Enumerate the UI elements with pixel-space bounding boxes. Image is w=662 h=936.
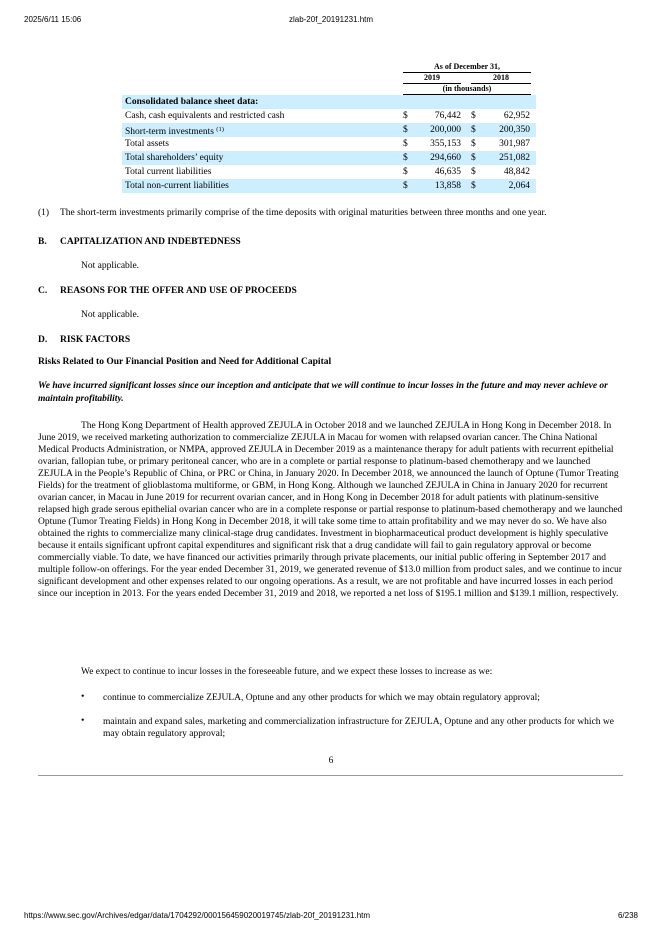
table-row	[122, 109, 536, 123]
expect-paragraph: We expect to continue to incur losses in the foreseeable future, and we expect these losses to increase as we:	[81, 667, 493, 677]
footnote-text: The short-term investments primarily comprise of the time deposits with original maturities between three months and one year.	[60, 208, 547, 218]
table-row	[122, 151, 536, 165]
bullet-marker: •	[81, 716, 85, 726]
balance-sheet-table	[122, 95, 536, 193]
row-label: Total assets	[125, 139, 169, 149]
value-2019: 13,858	[434, 181, 461, 191]
currency-symbol: $	[471, 181, 476, 191]
currency-symbol: $	[403, 111, 408, 121]
page-number: 6	[328, 756, 334, 766]
table-row	[122, 123, 536, 137]
row-label: Total current liabilities	[125, 167, 212, 177]
bullet-marker: •	[81, 692, 85, 702]
footnote-ref: (1)	[216, 126, 224, 133]
table-row	[122, 137, 536, 151]
row-label: Total non-current liabilities	[125, 181, 229, 191]
currency-symbol: $	[471, 125, 476, 135]
value-2018: 48,842	[503, 167, 530, 177]
table-title-row	[122, 95, 536, 109]
bullet-item: continue to commercialize ZEJULA, Optune and any other products for which we may obtain regulatory approval;	[103, 693, 540, 703]
print-url: https://www.sec.gov/Archives/edgar/data/1704292/000156459020019745/zlab-20f_20191231.htm	[24, 911, 371, 920]
currency-symbol: $	[471, 153, 476, 163]
value-2019: 294,660	[430, 153, 461, 163]
table-row	[122, 165, 536, 179]
value-2018: 301,987	[499, 139, 530, 149]
risk-heading: We have incurred significant losses since our inception and anticipate that we will continue to incur losses in the future and may never achieve or maintain profitability.	[38, 381, 608, 404]
bullet-item: maintain and expand sales, marketing and commercialization infrastructure for ZEJULA, Optune and any other products for which we may obtain regulatory approval;	[103, 717, 614, 739]
row-label: Total shareholders’ equity	[125, 153, 224, 163]
value-2018: 2,064	[508, 181, 530, 191]
table-header-units: (in thousands)	[403, 84, 531, 95]
section-d-title: RISK FACTORS	[60, 335, 131, 345]
currency-symbol: $	[403, 181, 408, 191]
value-2019: 46,635	[434, 167, 461, 177]
currency-symbol: $	[403, 153, 408, 163]
section-c-title: REASONS FOR THE OFFER AND USE OF PROCEEDS	[60, 286, 297, 296]
currency-symbol: $	[403, 167, 408, 177]
print-page-count: 6/238	[617, 911, 638, 920]
print-datetime: 2025/6/11 15:06	[24, 15, 82, 24]
currency-symbol: $	[471, 167, 476, 177]
section-b-text: Not applicable.	[81, 261, 140, 271]
currency-symbol: $	[471, 139, 476, 149]
table-header-as-of: As of December 31,	[403, 62, 531, 73]
table-header-2019: 2019	[403, 73, 461, 84]
value-2019: 200,000	[430, 125, 461, 135]
currency-symbol: $	[403, 125, 408, 135]
table-header-2018: 2018	[471, 73, 531, 84]
table-row	[122, 179, 536, 193]
section-c-letter: C.	[38, 286, 48, 296]
value-2019: 355,153	[430, 139, 461, 149]
value-2019: 76,442	[434, 111, 461, 121]
currency-symbol: $	[403, 139, 408, 149]
section-c-text: Not applicable.	[81, 310, 140, 320]
risk-body-paragraph: The Hong Kong Department of Health approved ZEJULA in October 2018 and we launched ZEJULA in Hong Kong in December 2018. In June 2019, we received marketing authorization to commercialize ZEJULA in Macau for women with relapsed ovarian cancer. The China National Medical Products Administration, or NMPA, approved ZEJULA in December 2019 as a maintenance therapy for adult patients with recurrent epithelial ovarian, fallopian tube, or primary peritoneal cancer, who are in a complete or partial response to platinum-based chemotherapy and we launched ZEJULA in the People’s Republic of China, or PRC or China, in January 2020. In December 2018, we announced the launch of Optune (Tumor Treating Fields) for the treatment of glioblastoma multiforme, or GBM, in Hong Kong. Although we launched ZEJULA in China in January 2020 for recurrent ovarian cancer, in Macau in June 2019 for recurrent ovarian cancer, and in Hong Kong in December 2018 for adult patients with platinum-sensitive relapsed high grade serous epithelial ovarian cancer who are in a complete response or partial response to platinum-based chemotherapy and we launched Optune (Tumor Treating Fields) in Hong Kong in December 2018, it will take some time to attain profitability and we may never do so. We have also obtained the rights to commercialize many clinical-stage drug candidates. Investment in biopharmaceutical product development is highly speculative because it entails significant upfront capital expenditures and significant risk that a drug candidate will fail to gain regulatory approval or become commercially viable. To date, we have financed our activities primarily through private placements, our initial public offering in September 2017 and multiple follow-on offerings. For the year ended December 31, 2019, we generated revenue of $13.0 million from product sales, and we continue to incur significant development and other expenses related to our ongoing operations. As a result, we are not profitable and have incurred losses in each period since our inception in 2013. For the years ended December 31, 2019 and 2018, we reported a net loss of $195.1 million and $139.1 million, respectively.	[38, 421, 623, 599]
section-d-letter: D.	[38, 335, 48, 345]
currency-symbol: $	[471, 111, 476, 121]
print-doc-title: zlab-20f_20191231.htm	[288, 15, 374, 24]
section-b-title: CAPITALIZATION AND INDEBTEDNESS	[60, 237, 241, 247]
row-label: Cash, cash equivalents and restricted cash	[125, 111, 285, 121]
page-divider	[38, 775, 623, 776]
value-2018: 251,082	[499, 153, 530, 163]
row-label: Short-term investments	[125, 127, 214, 137]
footnote-number: (1)	[38, 208, 50, 218]
risk-subheading: Risks Related to Our Financial Position and Need for Additional Capital	[38, 357, 332, 367]
value-2018: 62,952	[503, 111, 530, 121]
table-section-title: Consolidated balance sheet data:	[125, 97, 259, 107]
value-2018: 200,350	[499, 125, 530, 135]
section-b-letter: B.	[38, 237, 47, 247]
